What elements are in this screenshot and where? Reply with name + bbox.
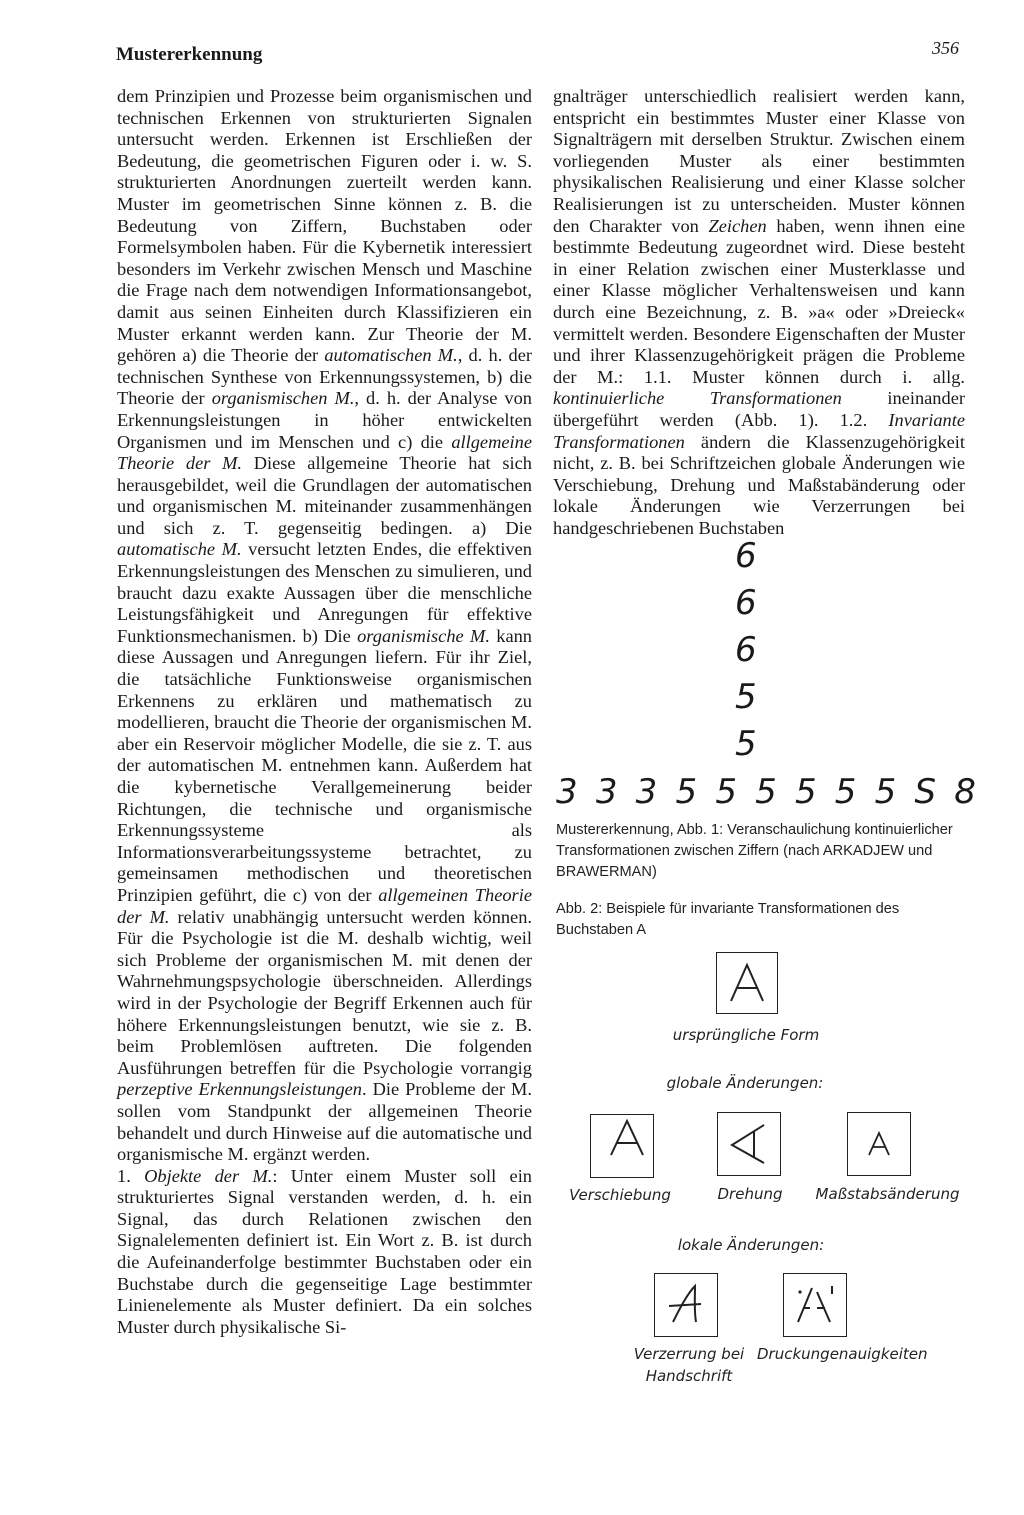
vertical-digit: 5 xyxy=(735,677,757,717)
text-run: gnalträger unterschiedlich realisiert werden kann, entspricht ein bestimmtes Muster einer Klasse von Signalträgern mit derselben Struktur. Zwischen einem vorliegenden Muster als einer bestimmten physikalischen Realisierung und einer Klasse solcher Realisierungen ist zu unterscheiden. Muster können den Charakter von xyxy=(553,86,965,236)
emphasis-term: automatischen M. xyxy=(324,345,458,366)
row-digit: S xyxy=(914,772,937,812)
emphasis-term: automatische M. xyxy=(117,539,242,560)
letter-a-glyph xyxy=(661,1280,711,1330)
letter-a-original xyxy=(716,952,778,1014)
row-digit: 8 xyxy=(954,772,976,812)
emphasis-term: allgemeinen Theorie der M. xyxy=(117,884,532,927)
digit-row xyxy=(556,772,976,812)
right-column xyxy=(553,86,965,539)
emphasis-term: allgemeine Theorie der M. xyxy=(117,431,532,474)
row-digit: 5 xyxy=(794,772,817,812)
text-run: kann diese Aussagen und Anregungen liefern. Für ihr Ziel, die tatsächliche Funktionsweise organismischen Erkennens zu erklären und mathematisch zu modellieren, braucht die Theorie der organismischen M. aber ein Reservoir möglicher Modelle, die sie z. T. aus der automatischen M. entnehmen kann. Außerdem hat die kybernetische Verallgemeinerung beider Richtungen, die technische und organismische Erkennungssysteme als Informationsverarbeitungssysteme betrachtet, zu gemeinsamen methodischen und theoretischen Prinzipien geführt, die c) von der xyxy=(117,625,532,905)
page-number: 356 xyxy=(932,38,959,58)
text-run: relativ unabhängig untersucht werden können. Für die Psychologie ist die M. deshalb wichtig, weil sich Probleme der organismischen M. mit denen der Wahrnehmungspsychologie überschneiden. Allerdings wird in der Psychologie der Begriff Erkennen auch für höhere Erkennungsleistungen benutzt, wie sie z. B. beim Problemlösen auftreten. Die folgenden Ausführungen betreffen für die Psychologie vorrangig xyxy=(117,906,533,1078)
emphasis-term: kontinuierliche Transformationen xyxy=(553,388,842,409)
emphasis-term: organismischen M. xyxy=(211,388,355,409)
letter-a-glyph xyxy=(864,1129,894,1159)
vertical-digit: 6 xyxy=(735,583,757,623)
letter-a-scaled xyxy=(847,1112,911,1176)
row-digit: 3 xyxy=(556,772,578,812)
text-run: , d. h. der technischen Synthese von Erkennungssystemen, b) die Theorie der xyxy=(117,345,532,409)
emphasis-term: Objekte der M. xyxy=(144,1165,273,1186)
right-paragraph-1 xyxy=(553,86,965,539)
letter-a-glyph xyxy=(591,1115,653,1177)
letter-a-print-defect xyxy=(783,1273,847,1337)
label-shift: Verschiebung xyxy=(569,1186,671,1204)
row-digit: 5 xyxy=(874,772,897,812)
label-handwriting: Verzerrung bei Handschrift xyxy=(633,1345,745,1385)
row-digit: 3 xyxy=(595,772,618,812)
left-column xyxy=(117,86,532,1338)
label-print-inaccuracy: Druckungenauigkeiten xyxy=(757,1345,928,1363)
label-scaling: Maßstabsänderung xyxy=(815,1185,960,1203)
text-run: : Unter einem Muster soll ein strukturiertes Signal verstanden werden, d. h. ein Signal, das durch Relationen zwischen den Signalelementen definiert ist. Ein Wort z. B. ist durch die Aufeinanderfolge bestimmter Buchstaben oder ein Buchstabe durch die gegenseitige Lage bestimmter Linienelemente als Muster definiert. Da ein solches Muster durch physikalische Si- xyxy=(117,1165,532,1337)
vertical-digit: 6 xyxy=(735,536,757,576)
emphasis-term: organismische M. xyxy=(357,625,490,646)
row-digit: 5 xyxy=(715,772,737,812)
label-original-form: ursprüngliche Form xyxy=(672,1026,820,1044)
label-rotation: Drehung xyxy=(717,1185,783,1203)
text-run: 1. xyxy=(117,1165,145,1186)
figure-1-caption: Mustererkennung, Abb. 1: Veranschaulichung kontinuierlicher Transformationen zwischen Ziffern (nach ARKADJEW und BRAWERMAN) xyxy=(556,822,953,880)
text-run: . Die Probleme der M. sollen vom Standpunkt der allgemeinen Theorie behandelt und durch Hinweise auf die automatische und organismische M. ergänzt werden. xyxy=(117,1079,532,1165)
row-digit: 3 xyxy=(635,772,658,812)
letter-a-shifted xyxy=(590,1114,654,1178)
text-run: ändern die Klassenzugehörigkeit nicht, z. B. bei Schriftzeichen globale Änderungen wie Verschiebung, Drehung und Maßstabänderung oder lokale Änderungen wie Verzerrungen bei handgeschriebenen Buchstaben xyxy=(553,431,965,538)
local-changes-heading: lokale Änderungen: xyxy=(677,1236,825,1254)
vertical-digit: 6 xyxy=(735,630,757,670)
left-paragraph-2 xyxy=(117,1166,532,1339)
letter-a-glyph xyxy=(724,1119,774,1169)
row-digit: 5 xyxy=(755,772,777,812)
text-run: Diese allgemeine Theorie hat sich herausgebildet, weil die Grundlagen der automatischen und organismischen M. miteinander zusammenhängen und sich z. T. gegenseitig bedingen. a) Die xyxy=(117,453,532,538)
emphasis-term: perzeptive Erkennungsleistungen xyxy=(117,1079,362,1100)
running-head: Mustererkennung xyxy=(116,44,263,65)
text-run: ineinander übergeführt werden (Abb. 1). 1.2. xyxy=(553,388,965,430)
figure-2-caption: Abb. 2: Beispiele für invariante Transformationen des Buchstaben A xyxy=(556,901,900,938)
letter-a-handwritten xyxy=(654,1273,718,1337)
global-changes-heading: globale Änderungen: xyxy=(666,1074,824,1092)
vertical-digit: 5 xyxy=(735,724,757,764)
emphasis-term: Zeichen xyxy=(708,215,767,236)
row-digit: 5 xyxy=(834,772,857,812)
text-run: haben, wenn ihnen eine bestimmte Bedeutung zugeordnet wird. Diese besteht in einer Relation zwischen einer Musterklasse und einer Klasse möglicher Verhaltensweisen und kann durch eine Bezeichnung, z. B. »a« oder »Dreieck« vermittelt werden. Besondere Eigenschaften der Muster und ihrer Klassenzugehörigkeit prägen die Probleme der M.: 1.1. Muster können durch i. allg. xyxy=(553,215,965,387)
left-paragraph-1 xyxy=(117,86,532,1166)
emphasis-term: Invariante Transformationen xyxy=(553,409,965,452)
text-run: , d. h. der Analyse von Erkennungsleistungen in höher entwickelten Organismen und im Menschen und c) die xyxy=(117,388,532,452)
letter-a-glyph xyxy=(725,961,769,1005)
text-run: dem Prinzipien und Prozesse beim organismischen und technischen Erkennen von strukturierten Signalen untersucht werden. Erkennen ist Erschließen der Bedeutung, die geometrischen Figuren oder i. w. S. strukturierten Anordnungen zuerteilt werden kann. Muster im geometrischen Sinne können z. B. die Bedeutung von Ziffern, Buchstaben oder Formelsymbolen haben. Für die Kybernetik interessiert besonders im Verkehr zwischen Mensch und Maschine die Frage nach dem notwendigen Informationsangebot, damit aus seinen Einheiten durch Klassifizieren ein Muster erkannt werden kann. Zur Theorie der M. gehören a) die Theorie der xyxy=(117,86,532,366)
letter-a-glyph xyxy=(790,1280,840,1330)
text-run: versucht letzten Endes, die effektiven Erkennungsleistungen des Menschen zu simulieren, und braucht dazu exakte Aussagen über die menschliche Leistungsfähigkeit und Anregungen für effektive Funktionsmechanismen. b) Die xyxy=(117,539,532,646)
letter-a-rotated xyxy=(717,1112,781,1176)
row-digit: 5 xyxy=(675,772,698,812)
